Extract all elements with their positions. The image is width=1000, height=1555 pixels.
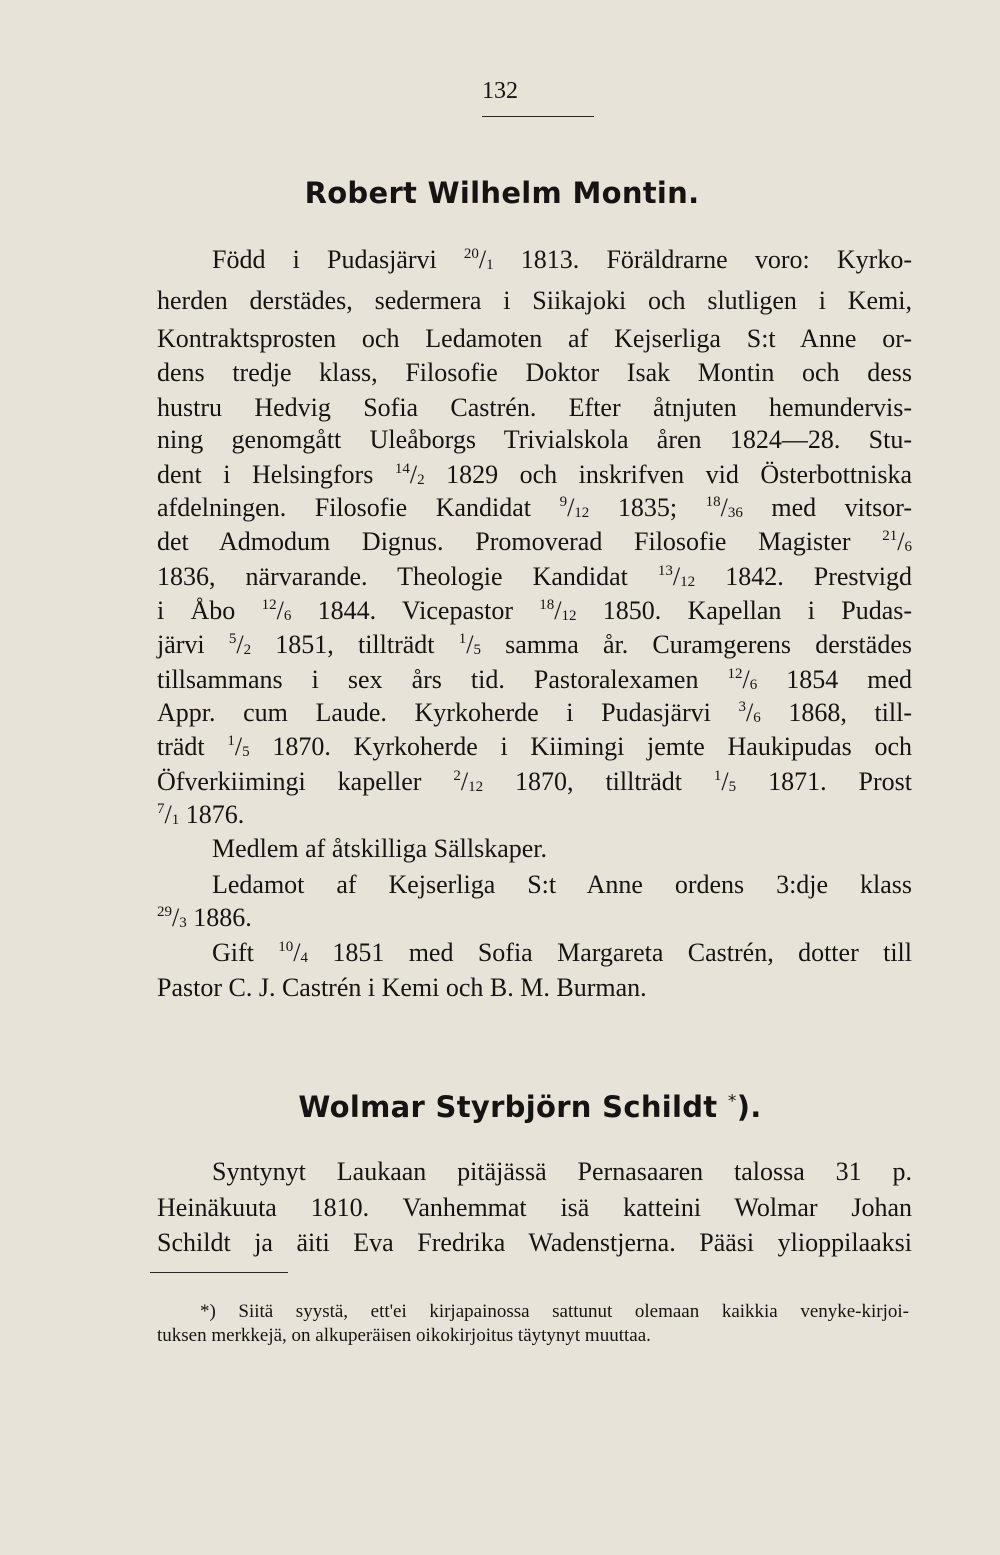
date-denominator: 5 <box>242 744 250 760</box>
date-numerator: 1 <box>227 733 235 749</box>
text-line: Pastor C. J. Castrén i Kemi och B. M. Burman. <box>157 973 647 1002</box>
date-numerator: 13 <box>657 563 673 579</box>
date-denominator: 6 <box>904 539 912 555</box>
date-numerator: 3 <box>738 699 746 715</box>
text-line: Syntynyt Laukaan pitäjässä Pernasaaren talossa 31 p. <box>212 1157 912 1186</box>
text-line: herden derstädes, sedermera i Siikajoki och slutligen i Kemi, <box>157 286 912 315</box>
date-numerator: 1 <box>458 631 467 647</box>
date-denominator: 12 <box>468 779 484 795</box>
text-line: Ledamot af Kejserliga S:t Anne ordens 3:dje klass <box>212 870 912 899</box>
date-denominator: 2 <box>243 642 252 658</box>
footnote-line: *) Siitä syystä, ett'ei kirjapainossa sattunut olemaan kaikkia venyke-kirjoi- <box>200 1301 909 1322</box>
date-numerator: 1 <box>713 768 722 784</box>
date-denominator: 36 <box>727 505 743 521</box>
text-line: i Åbo $^{12}/_6$ 1844. Vicepastor $^{18}/_{12}$ 1850. Kapellan i Pudas- <box>157 596 913 625</box>
text-line: Appr. cum Laude. Kyrkoherde i Pudasjärvi $^3/_6$ 1868, till- <box>157 698 912 727</box>
heading-close: ). <box>736 1090 762 1124</box>
section-heading-schildt <box>30 1090 1000 1124</box>
heading-text: Wolmar Styrbjörn Schildt <box>298 1090 718 1124</box>
text-line: Öfverkiimingi kapeller $^2/_{12}$ 1870, tillträdt $^1/_5$ 1871. Prost <box>157 767 912 796</box>
date-denominator: 3 <box>179 915 187 931</box>
page-number: 132 <box>482 78 518 104</box>
date-numerator: 7 <box>157 801 165 817</box>
footnote-rule <box>150 1272 288 1273</box>
date-denominator: 6 <box>753 710 761 726</box>
text-line: hustru Hedvig Sofia Castrén. Efter åtnjuten hemundervis- <box>157 393 912 422</box>
date-numerator: 21 <box>882 528 898 544</box>
text-line: Kontraktsprosten och Ledamoten af Kejserliga S:t Anne or- <box>157 324 912 353</box>
date-numerator: 12 <box>261 597 277 613</box>
date-numerator: 12 <box>727 666 743 682</box>
date-denominator: 12 <box>574 505 590 521</box>
text-line: $^7/_1$ 1876. <box>157 800 245 829</box>
text-line: Schildt ja äiti Eva Fredrika Wadenstjerna. Pääsi ylioppilaaksi <box>157 1228 912 1257</box>
date-numerator: 2 <box>453 768 461 784</box>
footnote-line: tuksen merkkejä, on alkuperäisen oikokirjoitus täytynyt muuttaa. <box>157 1325 651 1346</box>
date-numerator: 5 <box>228 631 237 647</box>
text-line: järvi $^5/_2$ 1851, tillträdt $^1/_5$ samma år. Curamgerens derstädes <box>157 630 912 659</box>
text-line: afdelningen. Filosofie Kandidat $^9/_{12}$ 1835; $^{18}/_{36}$ med vitsor- <box>157 493 912 522</box>
date-denominator: 5 <box>728 779 737 795</box>
date-denominator: 1 <box>486 257 494 273</box>
date-numerator: 18 <box>539 597 555 613</box>
text-line: Heinäkuuta 1810. Vanhemmat isä katteini Wolmar Johan <box>157 1193 912 1222</box>
date-denominator: 6 <box>749 677 758 693</box>
date-numerator: 9 <box>559 494 568 510</box>
text-line: dens tredje klass, Filosofie Doktor Isak Montin och dess <box>157 358 912 387</box>
date-numerator: 20 <box>463 246 479 262</box>
text-line: trädt $^1/_5$ 1870. Kyrkoherde i Kiimingi jemte Haukipudas och <box>157 732 912 761</box>
text-line: dent i Helsingfors $^{14}/_2$ 1829 och inskrifven vid Österbottniska <box>157 460 912 489</box>
page-number-rule <box>482 116 594 117</box>
date-denominator: 2 <box>417 472 425 488</box>
date-denominator: 4 <box>300 950 308 966</box>
text-line: Medlem af åtskilliga Sällskaper. <box>212 834 548 863</box>
text-line: $^{29}/_3$ 1886. <box>157 903 252 932</box>
text-line: Gift $^{10}/_4$ 1851 med Sofia Margareta Castrén, dotter till <box>212 938 912 967</box>
date-denominator: 12 <box>561 608 577 624</box>
section-heading-montin: Robert Wilhelm Montin. <box>304 176 700 210</box>
date-denominator: 6 <box>283 608 292 624</box>
date-numerator: 10 <box>278 939 294 955</box>
date-numerator: 14 <box>394 461 410 477</box>
text-line: ning genomgått Uleåborgs Trivialskola åren 1824—28. Stu- <box>157 425 912 454</box>
date-numerator: 18 <box>705 494 721 510</box>
text-line: tillsammans i sex års tid. Pastoralexamen $^{12}/_6$ 1854 med <box>157 665 913 694</box>
text-line: 1836, närvarande. Theologie Kandidat $^{13}/_{12}$ 1842. Prestvigd <box>157 562 912 591</box>
text-line: Född i Pudasjärvi $^{20}/_1$ 1813. Föräldrarne voro: Kyrko- <box>212 245 912 274</box>
date-denominator: 5 <box>473 642 481 658</box>
date-numerator: 29 <box>157 904 172 920</box>
date-denominator: 12 <box>680 574 696 590</box>
date-denominator: 1 <box>171 812 180 828</box>
footnote-marker: * <box>727 1091 737 1112</box>
text-line: det Admodum Dignus. Promoverad Filosofie Magister $^{21}/_6$ <box>157 527 912 556</box>
